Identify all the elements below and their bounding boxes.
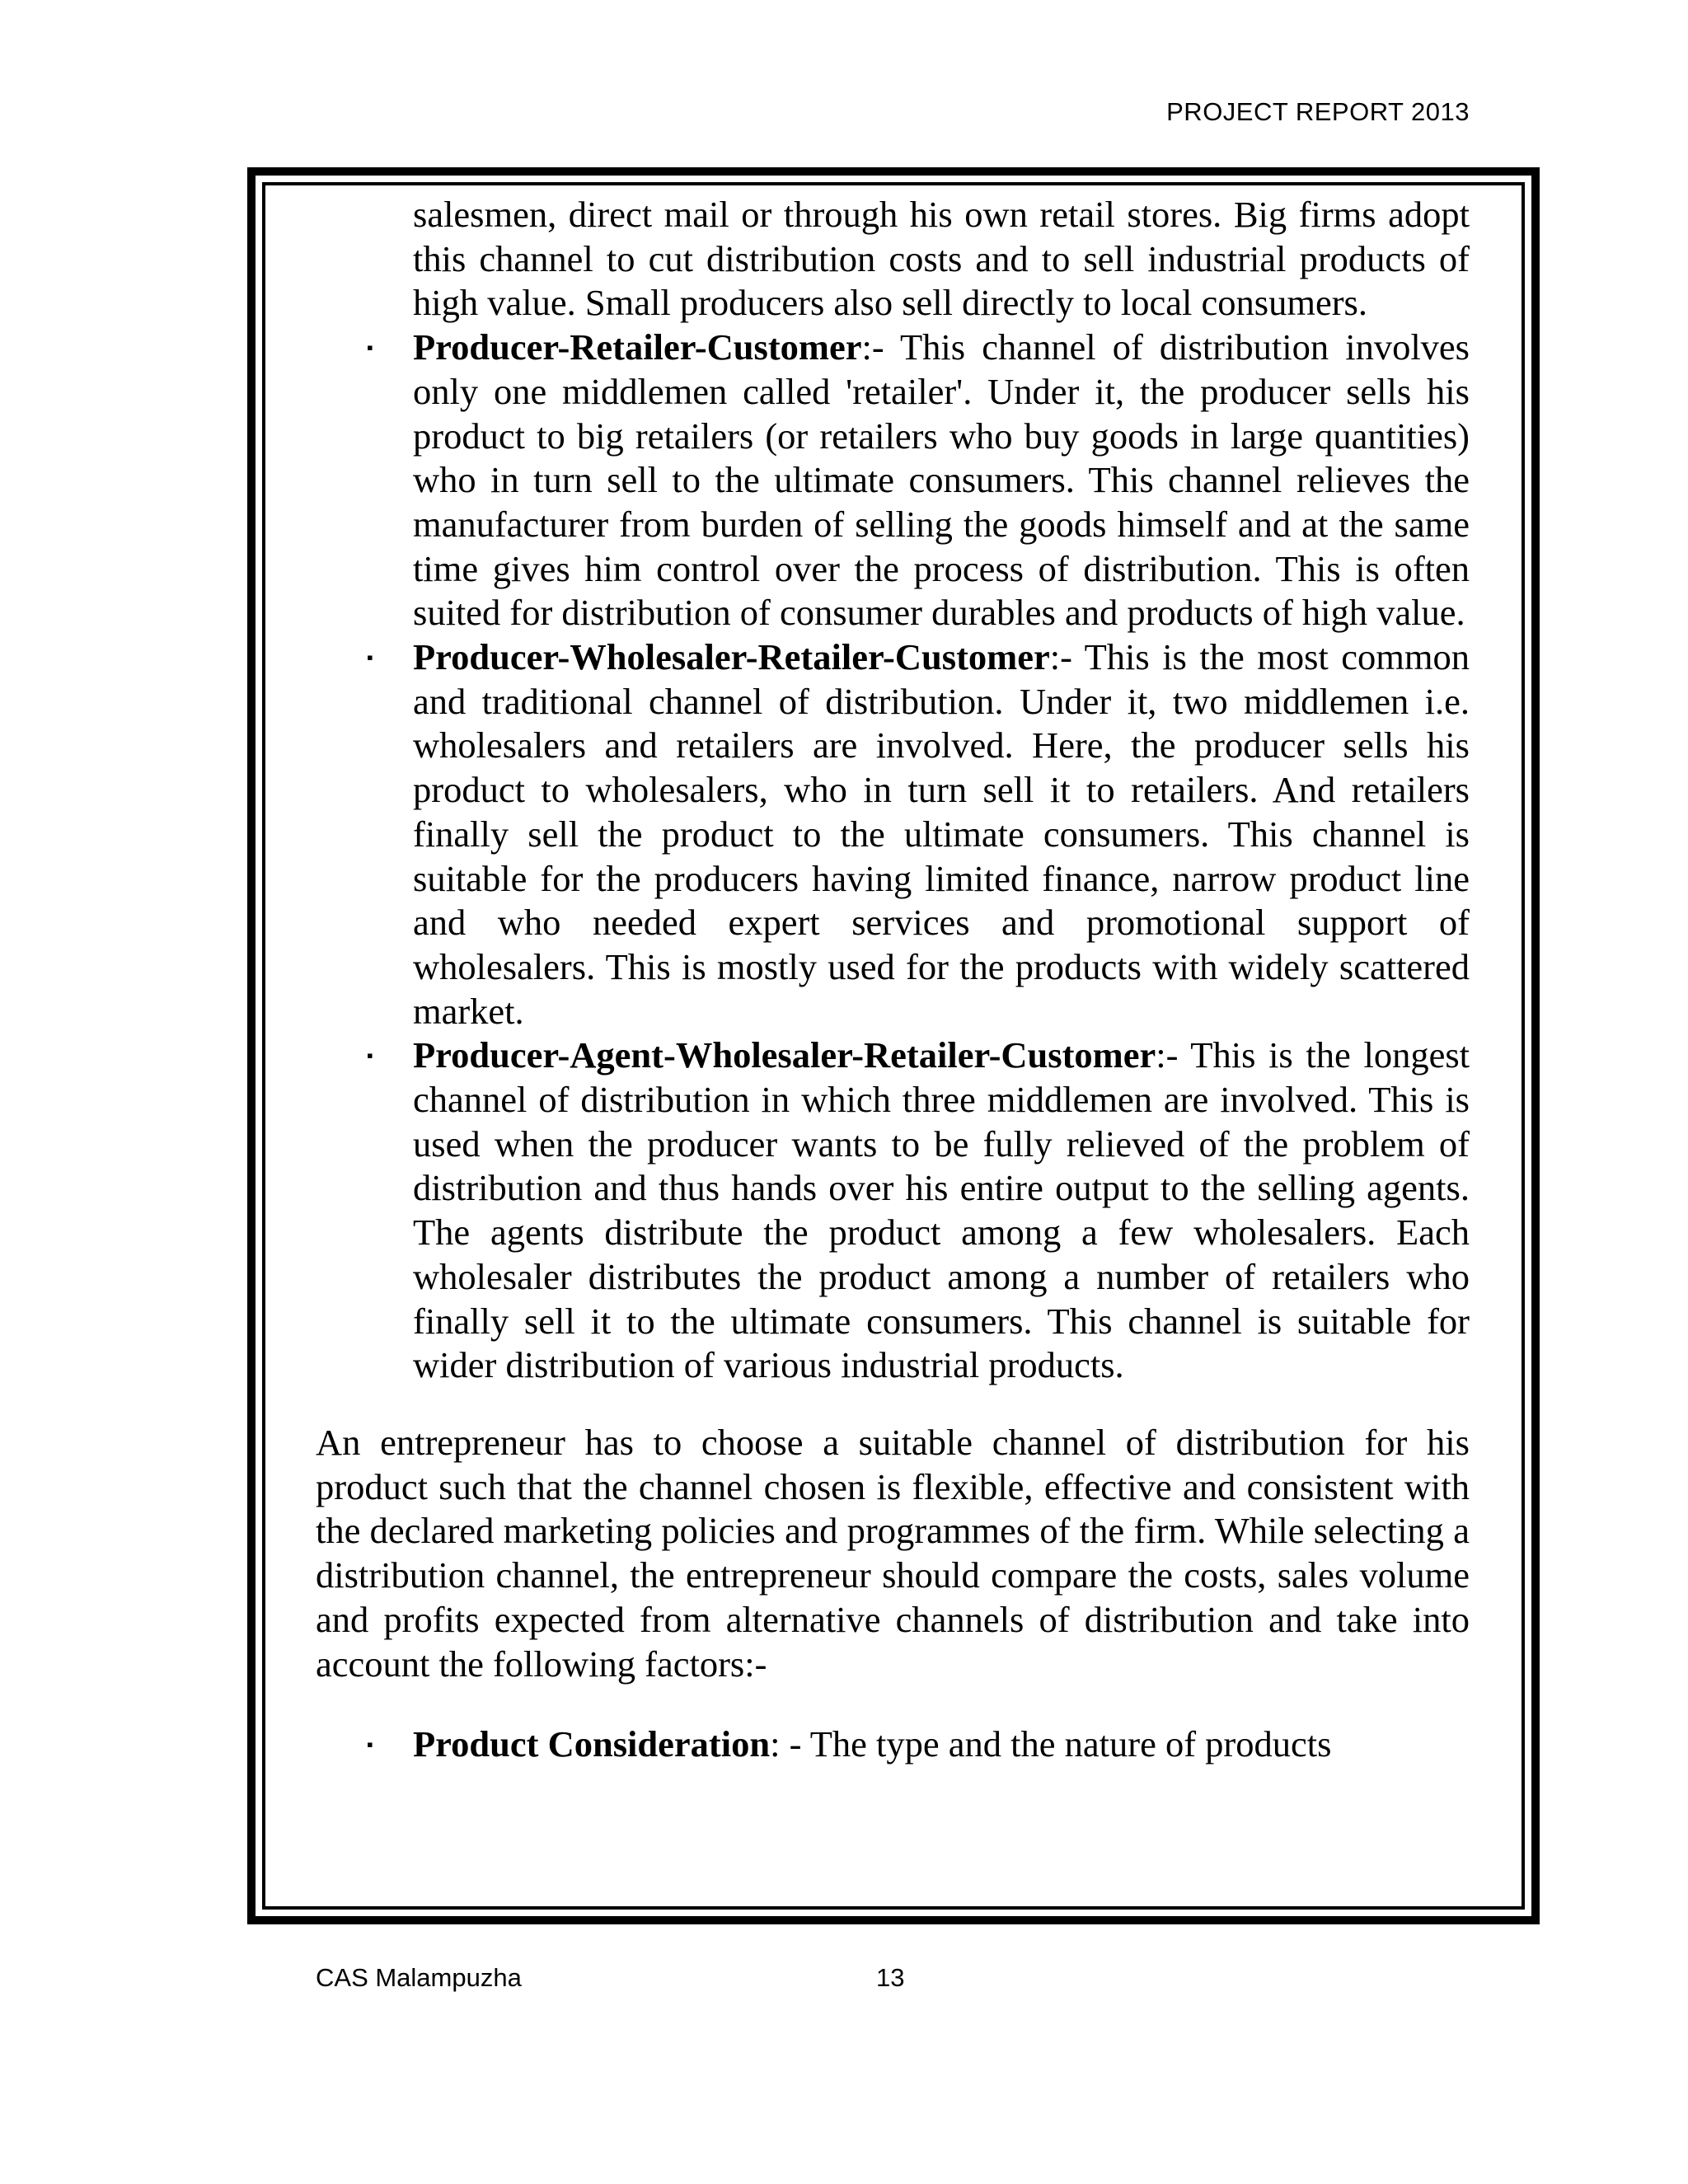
bullet-separator: : -: [770, 1723, 810, 1765]
bullet-term: Producer-Wholesaler-Retailer-Customer: [413, 636, 1050, 678]
bullet-separator: :-: [1156, 1034, 1179, 1076]
spacer: [316, 1388, 1470, 1421]
bullet-separator: :-: [1049, 636, 1072, 678]
square-bullet-icon: ▪: [367, 337, 373, 359]
body-paragraph: An entrepreneur has to choose a suitable channel of distribution for his product such that the channel chosen is flexible, effective and consistent with the declared marketing policies and programmes of the firm. While selecting a distribution channel, the entrepreneur should compare the costs, sales volume and profits expected from alternative channels of distribution and take into account the following factors:-: [316, 1421, 1470, 1685]
continuation-paragraph: salesmen, direct mail or through his own retail stores. Big firms adopt this channel to cut distribution costs and to sell industrial products of high value. Small producers also sell directly to local consumers.: [413, 194, 1470, 324]
bullet-item-producer-retailer: [316, 326, 1470, 635]
bullet-text: This is the most common and traditional channel of distribution. Under it, two middlemen i.e. wholesalers and retailers are involved. Here, the producer sells his product to wholesalers, who in turn sell it to retailers. And retailers finally sell the product to the ultimate consumers. This channel is suitable for the producers having limited finance, narrow product line and who needed expert services and promotional support of wholesalers. This is mostly used for the products with widely scattered market.: [413, 636, 1470, 1032]
bullet-term: Producer-Agent-Wholesaler-Retailer-Customer: [413, 1034, 1156, 1076]
spacer: [316, 1686, 1470, 1722]
bullet-separator: :-: [861, 326, 884, 368]
footer-institution: CAS Malampuzha: [316, 1963, 522, 1992]
page-header-title: PROJECT REPORT 2013: [1166, 97, 1470, 126]
main-content: [316, 193, 1470, 1767]
bullet-text: This channel of distribution involves only one middlemen called 'retailer'. Under it, the producer sells his product to big retailers (or retailers who buy goods in large quantities) who in turn sell to the ultimate consumers. This channel relieves the manufacturer from burden of selling the goods himself and at the same time gives him control over the process of distribution. This is often suited for distribution of consumer durables and products of high value.: [413, 326, 1470, 634]
bullet-item-product-consideration: [316, 1722, 1470, 1767]
bullet-term: Product Consideration: [413, 1723, 771, 1765]
square-bullet-icon: ▪: [367, 1045, 373, 1066]
page-number: 13: [876, 1963, 905, 1992]
bullet-text: The type and the nature of products: [809, 1723, 1332, 1765]
square-bullet-icon: ▪: [367, 1734, 373, 1755]
bullet-text: This is the longest channel of distribution in which three middlemen are involved. This is used when the producer wants to be fully relieved of the problem of distribution and thus hands over his entire output to the selling agents. The agents distribute the product among a few wholesalers. Each wholesaler distributes the product among a number of retailers who finally sell it to the ultimate consumers. This channel is suitable for wider distribution of various industrial products.: [413, 1034, 1470, 1386]
bullet-item-producer-agent-wholesaler-retailer: [316, 1033, 1470, 1388]
bullet-term: Producer-Retailer-Customer: [413, 326, 862, 368]
square-bullet-icon: ▪: [367, 647, 373, 668]
bullet-item-producer-wholesaler-retailer: [316, 635, 1470, 1033]
